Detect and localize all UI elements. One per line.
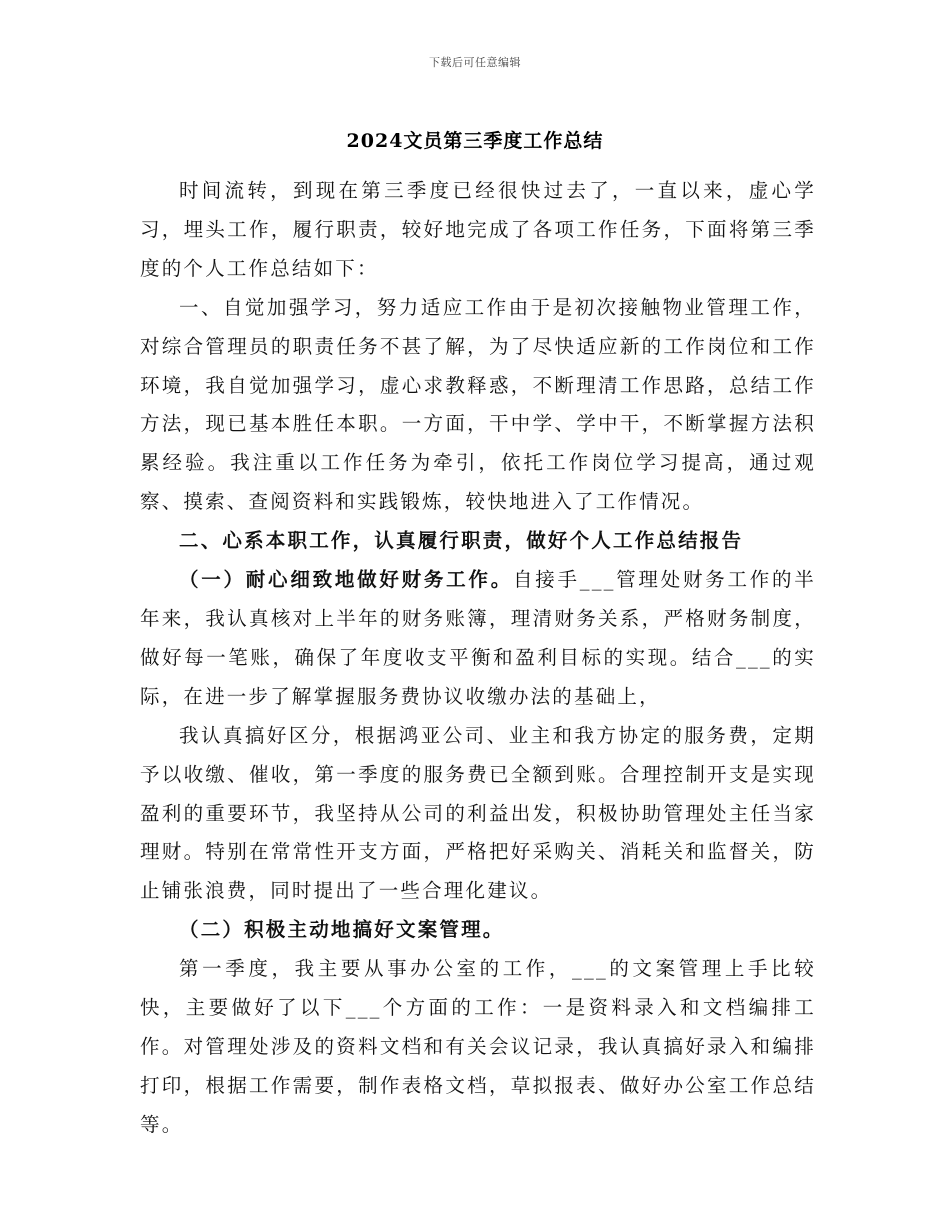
paragraph-fees: 我认真搞好区分，根据鸿亚公司、业主和我方协定的服务费，定期予以收缴、催收，第一季度的服务费已全额到账。合理控制开支是实现盈利的重要环节，我坚持从公司的利益出发，积极协助管理处主任当家理财。特别在常常性开支方面，严格把好采购关、消耗关和监督关，防止铺张浪费，同时提出了一些合理化建议。 — [140, 723, 816, 903]
subsection-heading-documents: （二）积极主动地搞好文案管理。 — [179, 918, 505, 942]
paragraph-section-1: 一、自觉加强学习，努力适应工作由于是初次接触物业管理工作，对综合管理员的职责任务不甚了解，为了尽快适应新的工作岗位和工作环境，我自觉加强学习，虚心求教释惑，不断理清工作思路，总结工作方法，现已基本胜任本职。一方面，干中学、学中干，不断掌握方法积累经验。我注重以工作任务为牵引，依托工作岗位学习提高，通过观察、摸索、查阅资料和实践锻炼，较快地进入了工作情况。 — [140, 295, 816, 514]
paragraph-finance-text: 自接手___管理处财务工作的半年来，我认真核对上半年的财务账簿，理清财务关系，严格财务制度，做好每一笔账，确保了年度收支平衡和盈利目标的实现。结合___的实际，在进一步了解掌握服务费协议收缴办法的基础上， — [140, 568, 816, 708]
document-body — [140, 172, 816, 1145]
subsection-heading-finance: （一）耐心细致地做好财务工作。 — [179, 568, 513, 592]
section-heading-2: 二、心系本职工作，认真履行职责，做好个人工作总结报告 — [179, 529, 744, 553]
header-note: 下载后可任意编辑 — [429, 56, 521, 69]
paragraph-intro: 时间流转，到现在第三季度已经很快过去了，一直以来，虚心学习，埋头工作，履行职责，较好地完成了各项工作任务，下面将第三季度的个人工作总结如下： — [140, 179, 816, 280]
paragraph-documents: 第一季度，我主要从事办公室的工作，___的文案管理上手比较快，主要做好了以下___个方面的工作：一是资料录入和文档编排工作。对管理处涉及的资料文档和有关会议记录，我认真搞好录入和编排打印，根据工作需要，制作表格文档，草拟报表、做好办公室工作总结等。 — [140, 957, 816, 1136]
paragraph-finance — [140, 561, 816, 717]
document-title: 2024文员第三季度工作总结 — [346, 130, 604, 152]
